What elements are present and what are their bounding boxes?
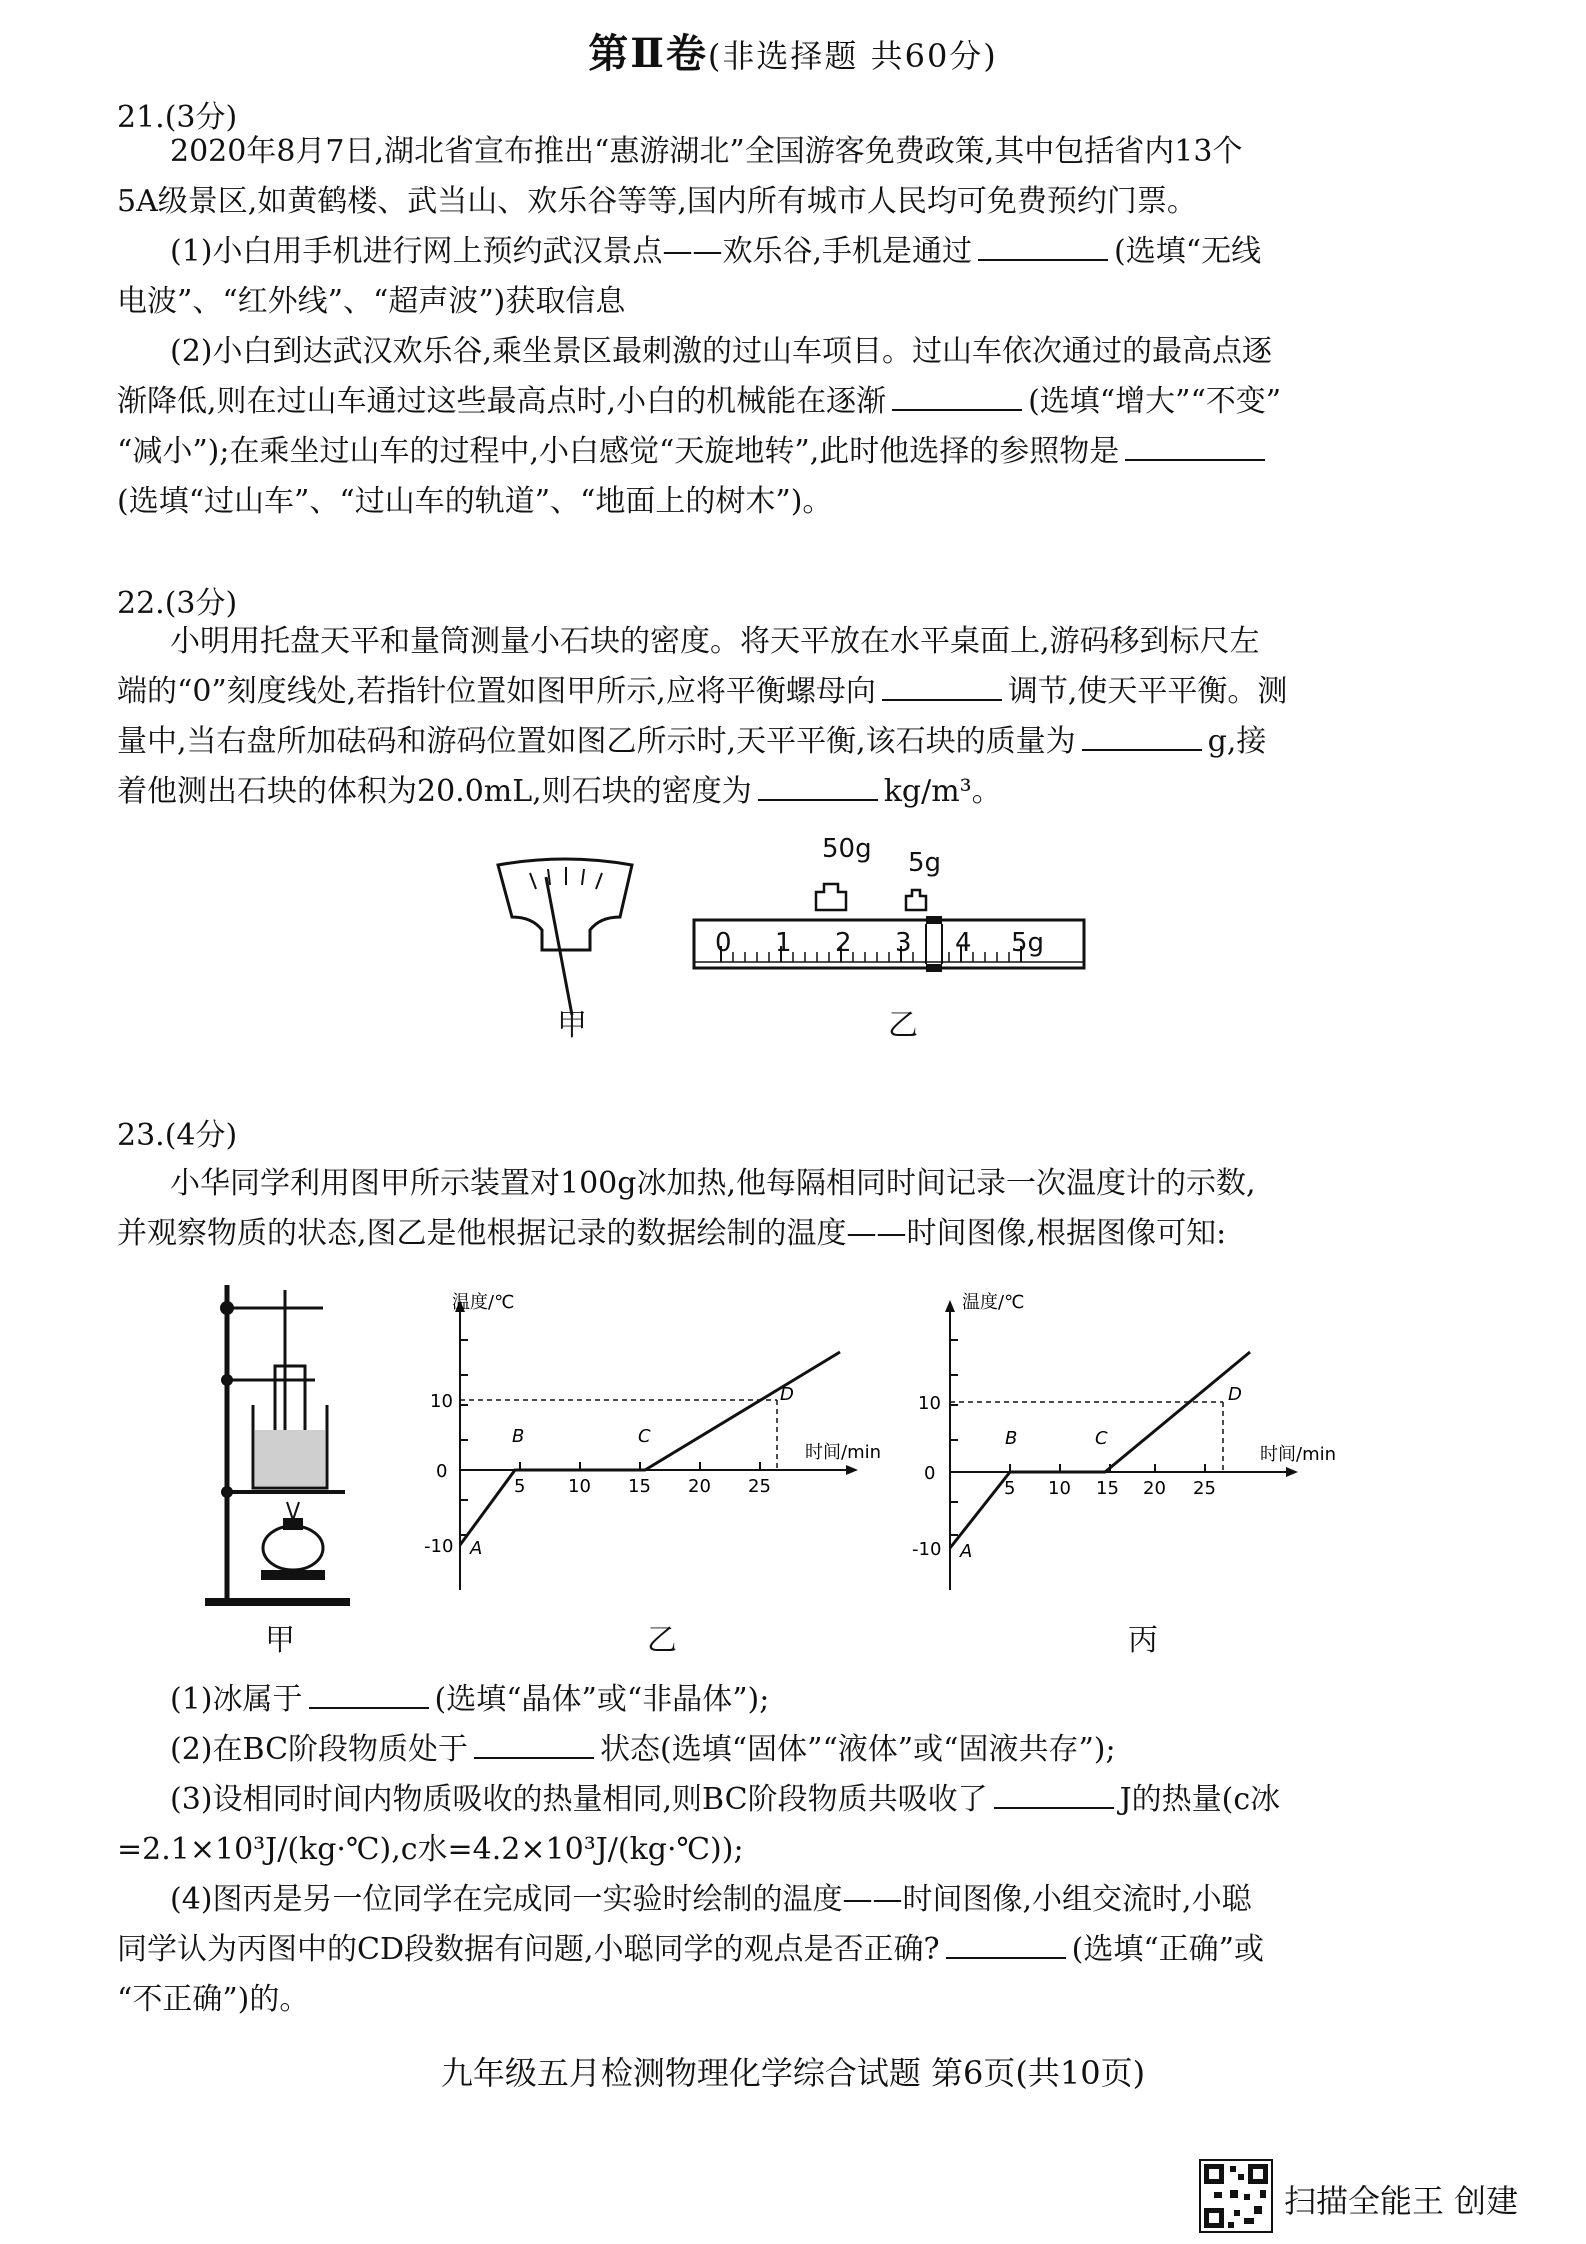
answer-blank[interactable] (892, 381, 1022, 411)
q22-header: 22.(3分) (117, 586, 238, 621)
answer-blank[interactable] (474, 1729, 594, 1759)
q22-line3 (117, 718, 1266, 766)
q23-sub4-b: 同学认为丙图中的CD段数据有问题,小聪同学的观点是否正确? (117, 1932, 940, 1967)
answer-blank[interactable] (309, 1679, 429, 1709)
section-title-main: 第Ⅱ卷 (588, 30, 708, 77)
temperature-curve (950, 1352, 1250, 1548)
section-title (0, 22, 1586, 79)
q22-fig-label-yi: 乙 (888, 1008, 918, 1043)
graph-xtick: 10 (1048, 1478, 1071, 1499)
graph-xlabel: 时间/min (1260, 1444, 1337, 1465)
graph-ytick: -10 (424, 1536, 454, 1557)
weight-5g-icon (906, 890, 926, 910)
q22-line2-a: 端的“0”刻度线处,若指针位置如图甲所示,应将平衡螺母向 (117, 674, 876, 709)
graph-ytick: 0 (924, 1463, 936, 1484)
answer-blank[interactable] (1125, 431, 1265, 461)
graph-ylabel: 温度/℃ (962, 1292, 1025, 1313)
x-axis-arrow-icon (846, 1465, 858, 1475)
point-label: A (470, 1538, 483, 1559)
q21-part1-text-b: (选填“无线 (1114, 234, 1262, 269)
q23-sub2-a: (2)在BC阶段物质处于 (170, 1732, 469, 1767)
ruler-tick-label: 0 (715, 928, 732, 958)
ruler-tick-label: 3 (895, 928, 912, 958)
weight-5g-label: 5g (908, 848, 942, 878)
graph-xtick: 25 (1193, 1478, 1216, 1499)
q21-intro-line1: 2020年8月7日,湖北省宣布推出“惠游湖北”全国游客免费政策,其中包括省内13个 (170, 134, 1243, 169)
q21-part1-line1 (170, 228, 1261, 276)
q22-line3-b: g,接 (1207, 724, 1267, 759)
q22-line3-a: 量中,当右盘所加砝码和游码位置如图乙所示时,天平平衡,该石块的质量为 (117, 724, 1076, 759)
point-label: D (780, 1384, 794, 1405)
q23-sub3-line1 (170, 1776, 1280, 1824)
clamp-knob (221, 1486, 233, 1498)
point-label: B (512, 1426, 525, 1447)
q21-part1-line2: 电波”、“红外线”、“超声波”)获取信息 (117, 284, 626, 319)
ruler-tick-label: 5g (1011, 928, 1045, 958)
answer-blank[interactable] (758, 771, 878, 801)
q23-sub2-b: 状态(选填“固体”“液体”或“固液共存”); (600, 1732, 1116, 1767)
graph-ytick: -10 (912, 1539, 942, 1560)
q21-header: 21.(3分) (117, 100, 238, 135)
q23-sub3-b: J的热量(c冰 (1119, 1782, 1281, 1817)
q22-line2-b: 调节,使天平平衡。测 (1007, 674, 1288, 709)
graph-ylabel: 温度/℃ (452, 1292, 515, 1313)
q21-intro-line2: 5A级景区,如黄鹤楼、武当山、欢乐谷等等,国内所有城市人民均可免费预约门票。 (117, 184, 1197, 219)
q21-part2-line3 (117, 428, 1271, 476)
graph-ytick: 10 (430, 1391, 453, 1412)
weight-50g-label: 50g (822, 834, 872, 864)
point-label: C (638, 1426, 651, 1447)
rider-top (926, 916, 942, 924)
alcohol-lamp (263, 1526, 323, 1570)
temperature-time-graph-yi (424, 1290, 890, 1600)
heating-apparatus-figure (195, 1280, 365, 1610)
ruler-tick-label: 1 (775, 928, 792, 958)
graph-xtick: 15 (628, 1476, 651, 1497)
q23-fig-label-yi: 乙 (647, 1623, 677, 1658)
balance-pointer-needle (546, 877, 572, 1015)
x-axis-arrow-icon (1286, 1467, 1298, 1477)
lamp-cap (283, 1518, 303, 1530)
q23-sub2 (170, 1726, 1116, 1774)
graph-xtick: 5 (1004, 1478, 1016, 1499)
graph-ticks (460, 1340, 760, 1535)
q23-fig-label-bing: 丙 (1128, 1623, 1158, 1658)
graph-ticks (950, 1340, 1205, 1535)
y-axis-arrow-icon (945, 1300, 955, 1312)
ruler-tick-labels (715, 928, 1115, 968)
q23-line2: 并观察物质的状态,图乙是他根据记录的数据绘制的温度——时间图像,根据图像可知: (117, 1216, 1227, 1251)
scale-tick (530, 873, 536, 889)
weight-50g-icon (816, 884, 846, 910)
graph-xtick: 15 (1096, 1478, 1119, 1499)
answer-blank[interactable] (946, 1929, 1066, 1959)
q23-sub1-a: (1)冰属于 (170, 1682, 303, 1717)
answer-blank[interactable] (882, 671, 1002, 701)
point-label: A (960, 1541, 973, 1562)
q22-line4-a: 着他测出石块的体积为20.0mL,则石块的密度为 (117, 774, 752, 809)
graph-xtick: 20 (688, 1476, 711, 1497)
stand-base (205, 1598, 350, 1606)
graph-xtick: 25 (748, 1476, 771, 1497)
q23-header: 23.(4分) (117, 1118, 238, 1153)
qr-code-icon (1200, 2160, 1272, 2232)
point-label: D (1228, 1384, 1242, 1405)
scanner-watermark-text: 扫描全能王 创建 (1284, 2182, 1519, 2220)
temperature-curve (460, 1352, 840, 1545)
ruler-tick-label: 2 (835, 928, 852, 958)
q23-sub4-line1: (4)图丙是另一位同学在完成同一实验时绘制的温度——时间图像,小组交流时,小聪 (170, 1882, 1252, 1917)
beaker-water (255, 1430, 325, 1486)
q22-line4-b: kg/m³。 (883, 774, 1002, 809)
graph-ytick: 10 (918, 1393, 941, 1414)
q22-line2 (117, 668, 1287, 716)
q21-part2-line2 (117, 378, 1281, 426)
q23-sub1 (170, 1676, 769, 1724)
q23-sub4-line2 (117, 1926, 1264, 1974)
q21-part2-line4: (选填“过山车”、“过山车的轨道”、“地面上的树木”)。 (117, 484, 833, 519)
clamp-knob (221, 1374, 233, 1386)
page-footer: 九年级五月检测物理化学综合试题 第6页(共10页) (440, 2054, 1146, 2092)
scale-tick (582, 869, 584, 885)
q23-sub3-a: (3)设相同时间内物质吸收的热量相同,则BC阶段物质共吸收了 (170, 1782, 988, 1817)
q21-part1-text-a: (1)小白用手机进行网上预约武汉景点——欢乐谷,手机是通过 (170, 234, 973, 269)
q23-sub3-line2: =2.1×10³J/(kg·℃),c水=4.2×10³J/(kg·℃)); (117, 1832, 744, 1867)
answer-blank[interactable] (1082, 721, 1202, 751)
q21-part2-text-c: “减小”);在乘坐过山车的过程中,小白感觉“天旋地转”,此时他选择的参照物是 (117, 434, 1120, 469)
q23-sub4-line3: “不正确”)的。 (117, 1982, 310, 2017)
q22-fig-label-jia: 甲 (557, 1008, 587, 1043)
point-label: B (1005, 1428, 1018, 1449)
graph-xtick: 10 (568, 1476, 591, 1497)
q23-line1: 小华同学利用图甲所示装置对100g冰加热,他每隔相同时间记录一次温度计的示数, (170, 1166, 1256, 1201)
q21-part2-line1: (2)小白到达武汉欢乐谷,乘坐景区最刺激的过山车项目。过山车依次通过的最高点逐 (170, 334, 1273, 369)
lamp-base (261, 1570, 325, 1580)
q21-part2-text-b: (选填“增大”“不变” (1028, 384, 1282, 419)
graph-ytick: 0 (436, 1461, 448, 1482)
q22-line1: 小明用托盘天平和量筒测量小石块的密度。将天平放在水平桌面上,游码移到标尺左 (170, 624, 1260, 659)
graph-xtick: 20 (1143, 1478, 1166, 1499)
answer-blank[interactable] (978, 231, 1108, 261)
graph-xtick: 5 (514, 1476, 526, 1497)
ruler-tick-label: 4 (955, 928, 972, 958)
flame-icon (287, 1502, 299, 1520)
scale-tick (596, 873, 602, 889)
answer-blank[interactable] (994, 1779, 1114, 1809)
point-label: C (1095, 1428, 1108, 1449)
section-title-sub: (非选择题 共60分) (707, 37, 998, 75)
q23-fig-label-jia: 甲 (265, 1623, 295, 1658)
graph-xlabel: 时间/min (805, 1442, 882, 1463)
q23-sub1-b: (选填“晶体”或“非晶体”); (434, 1682, 770, 1717)
q23-sub4-c: (选填“正确”或 (1071, 1932, 1265, 1967)
temperature-time-graph-bing (910, 1290, 1337, 1600)
q22-line4 (117, 768, 1002, 816)
q21-part2-text-a: 渐降低,则在过山车通过这些最高点时,小白的机械能在逐渐 (117, 384, 887, 419)
